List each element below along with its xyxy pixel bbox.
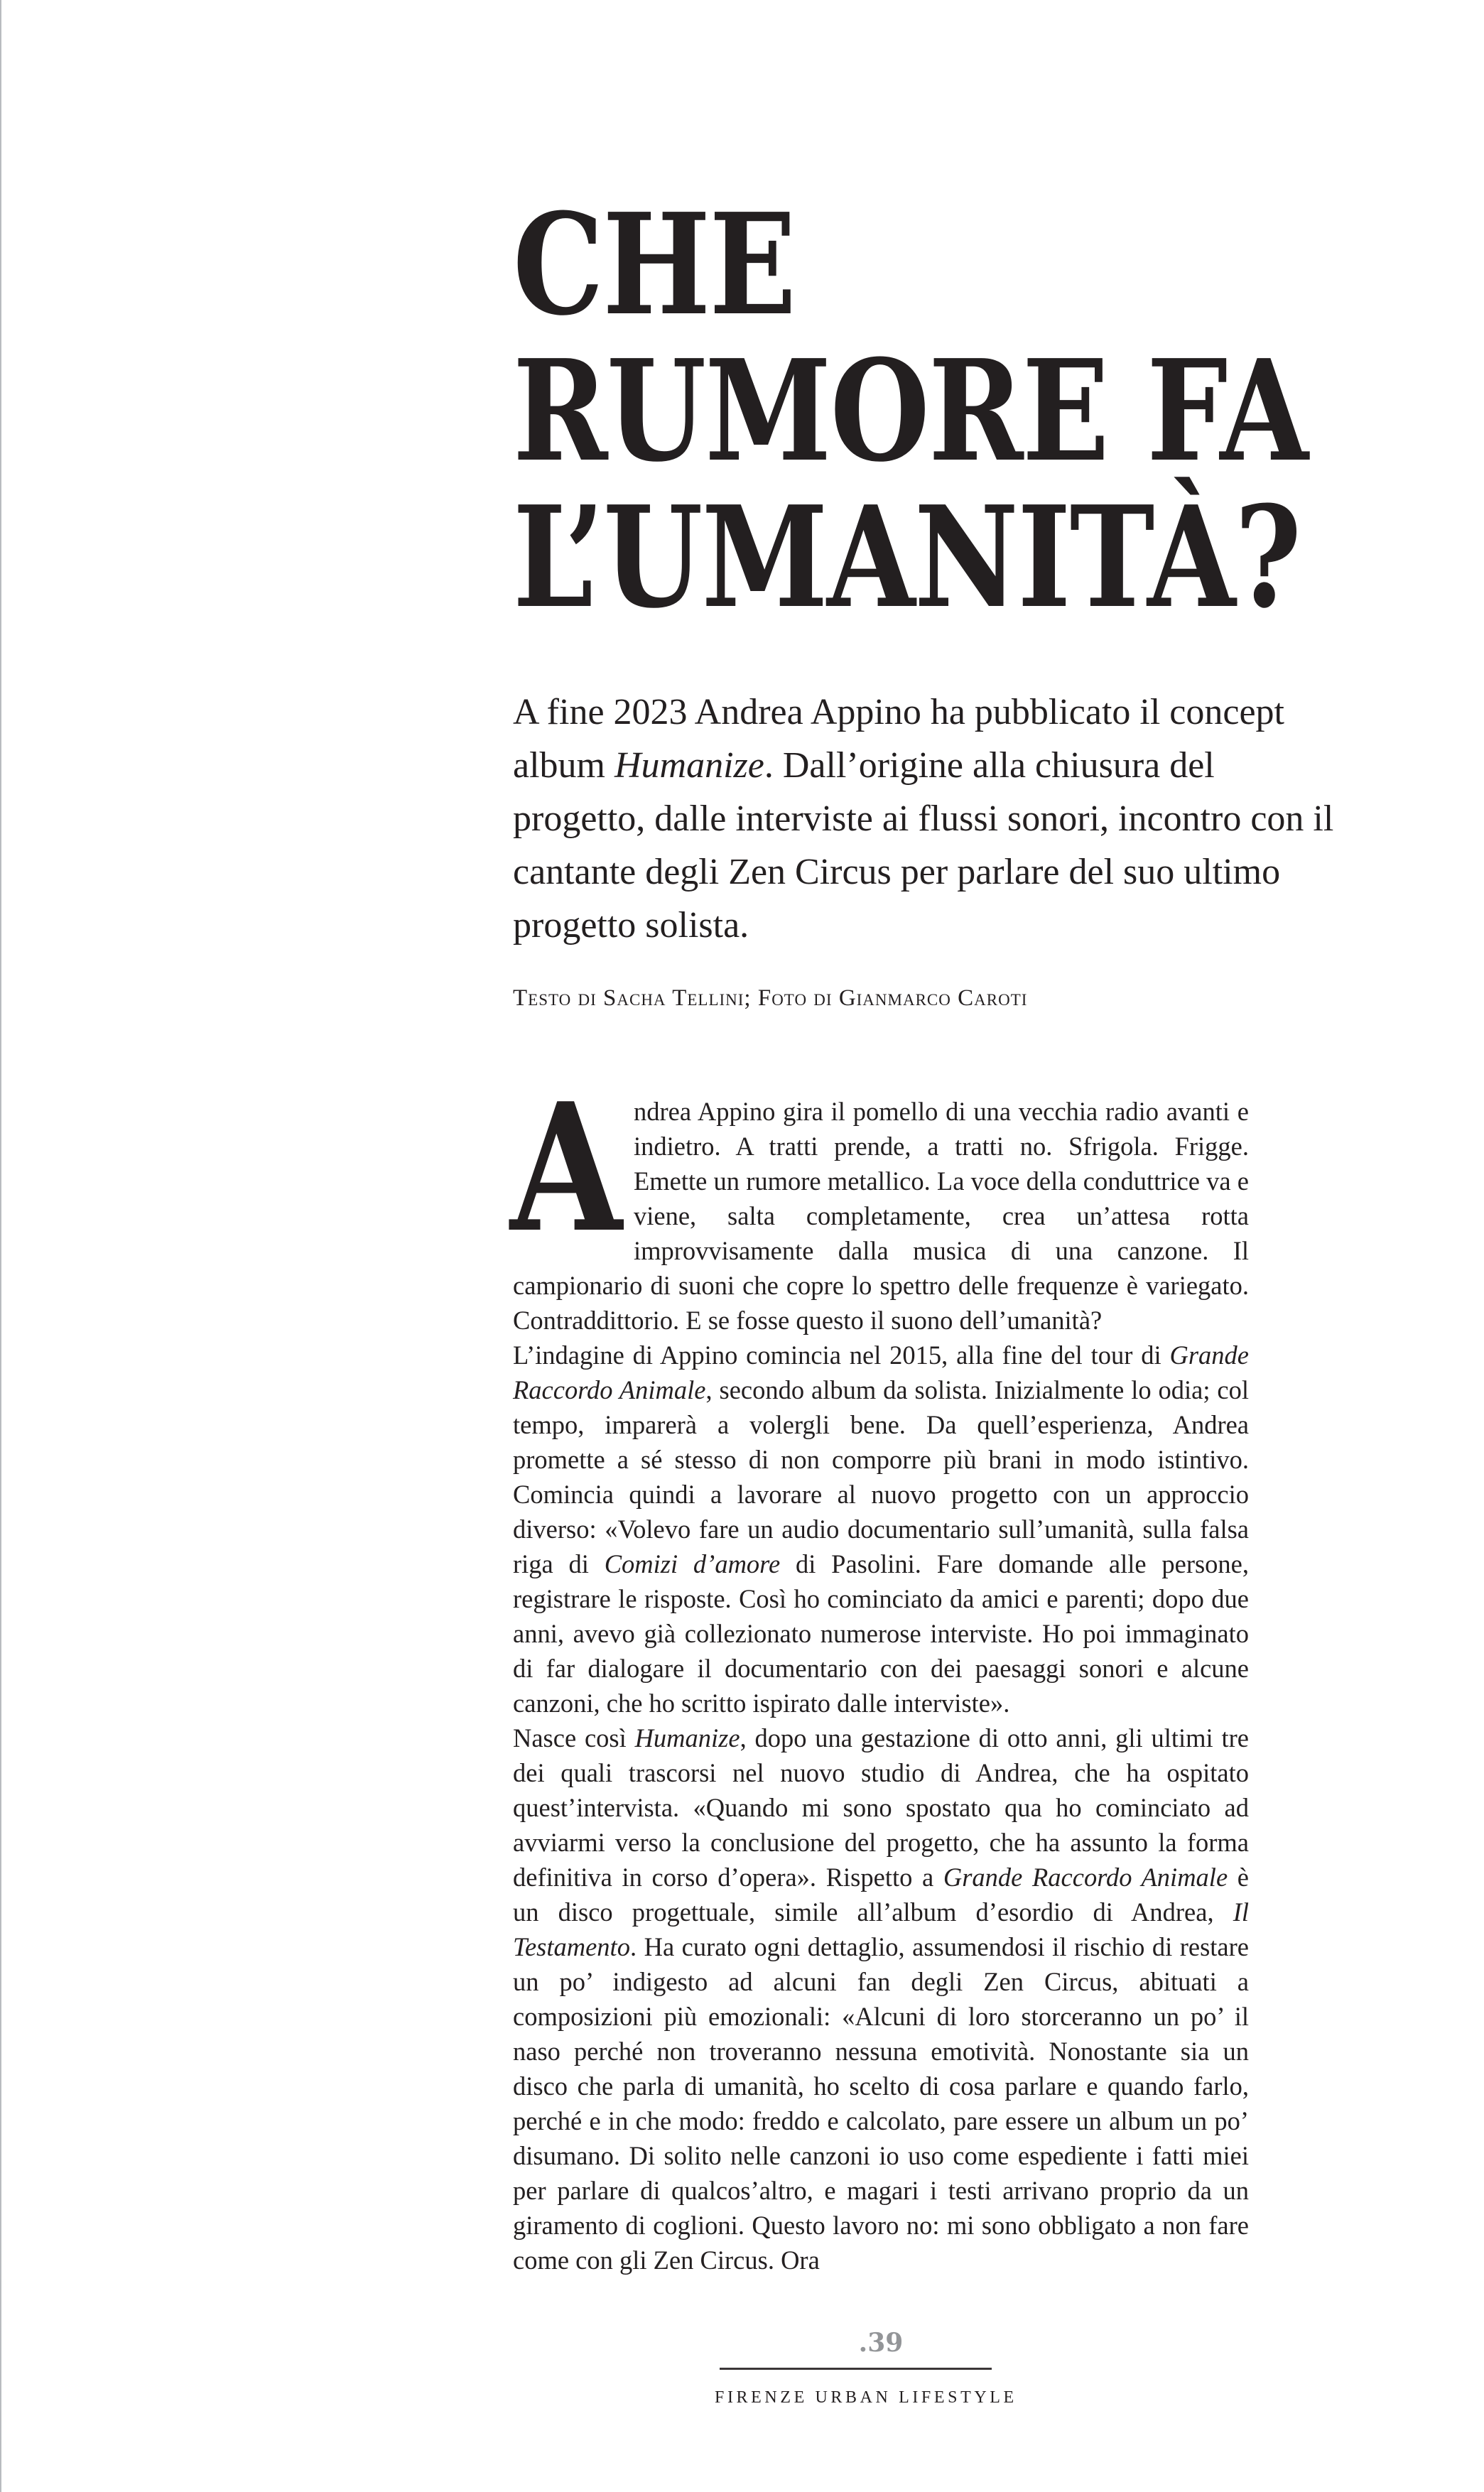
footer-divider (720, 2368, 992, 2370)
magazine-name: FIRENZE URBAN LIFESTYLE (715, 2388, 1017, 2407)
body-paragraph (513, 1721, 1249, 2277)
page-edge-line (0, 0, 1, 2492)
paragraph-text: , dopo una gestazione di otto anni, gli ultimi tre dei quali trascorsi nel nuovo studio di Andrea, che ha ospitato quest’intervista. «Quando mi sono spostato qua ho cominciato ad avviarmi verso la conclusione del progetto, che ha assunto la forma definitiva in corso d’opera». Rispetto a (513, 1723, 1249, 1892)
body-paragraph (513, 1094, 1249, 1338)
standfirst-text-after: . Dall’origine alla chiusura del progetto, dalle interviste ai flussi sonori, incontro con il cantante degli Zen Circus per parlare del suo ultimo progetto solista. (513, 745, 1334, 946)
italic-title-reference: Grande Raccordo Animale (943, 1863, 1228, 1892)
title-line-2: RUMORE FA (513, 330, 1308, 493)
page-number: .39 (858, 2328, 904, 2358)
italic-title-reference: Il Testamento (513, 1897, 1249, 1961)
paragraph-text: Nasce così (513, 1723, 635, 1752)
paragraph-text: ndrea Appino gira il pomello di una vecchia radio avanti e indietro. A tratti prende, a tratti no. Sfrigola. Frigge. Emette un rumore metallico. La voce della conduttrice va e viene, salta completamente, crea un’attesa rotta improvvisamente dalla musica di una canzone. Il campionario di suoni che copre lo spettro delle frequenze è variegato. Contraddittorio. E se fosse questo il suono dell’umanità? (513, 1097, 1249, 1335)
paragraph-text: , secondo album da solista. Inizialmente lo odia; col tempo, imparerà a volergli bene. Da quell’esperienza, Andrea promette a sé stesso di non comporre più brani in modo istintivo. Comincia quindi a lavorare al nuovo progetto con un approccio diverso: «Volevo fare un audio documentario sull’umanità, sulla falsa riga di (513, 1375, 1249, 1578)
paragraph-text: è un disco progettuale, simile all’album d’esordio di Andrea, (513, 1863, 1249, 1927)
paragraph-text: di Pasolini. Fare domande alle persone, registrare le risposte. Così ho cominciato da amici e parenti; dopo due anni, avevo già collezionato numerose interviste. Ho poi immaginato di far dialogare il documentario con dei paesaggi sonori e alcune canzoni, che ho scritto ispirato dalle interviste». (513, 1549, 1249, 1718)
body-paragraph (513, 1338, 1249, 1721)
standfirst (513, 686, 1351, 952)
article-title (513, 183, 1308, 639)
paragraph-text: L’indagine di Appino comincia nel 2015, alla fine del tour di (513, 1340, 1170, 1370)
drop-cap: A (510, 1065, 622, 1272)
byline: Testo di Sacha Tellini; Foto di Gianmarco Caroti (513, 985, 1028, 1011)
italic-title-reference: Comizi d’amore (604, 1549, 781, 1578)
article-body (510, 1065, 1249, 2277)
italic-title-reference: Humanize (634, 1723, 740, 1752)
italic-title-reference: Grande Raccordo Animale (513, 1340, 1249, 1404)
standfirst-album-title: Humanize (614, 745, 764, 786)
body-paragraphs (513, 1094, 1249, 2277)
title-line-3: L’UMANITÀ? (513, 476, 1301, 639)
title-line-1: CHE (513, 183, 796, 347)
standfirst-text-before: A fine 2023 Andrea Appino ha pubblicato il concept album (513, 692, 1284, 786)
paragraph-text: . Ha curato ogni dettaglio, assumendosi il rischio di restare un po’ indigesto ad alcuni fan degli Zen Circus, abituati a composizioni più emozionali: «Alcuni di loro storceranno un po’ il naso perché non troveranno nessuna emotività. Nonostante sia un disco che parla di umanità, ho scelto di cosa parlare e quando farlo, perché e in che modo: freddo e calcolato, pare essere un album un po’ disumano. Di solito nelle canzoni io uso come espediente i fatti miei per parlare di qualcos’altro, e magari i testi arrivano proprio da un giramento di coglioni. Questo lavoro no: mi sono obbligato a non fare come con gli Zen Circus. Ora (513, 1932, 1249, 2275)
